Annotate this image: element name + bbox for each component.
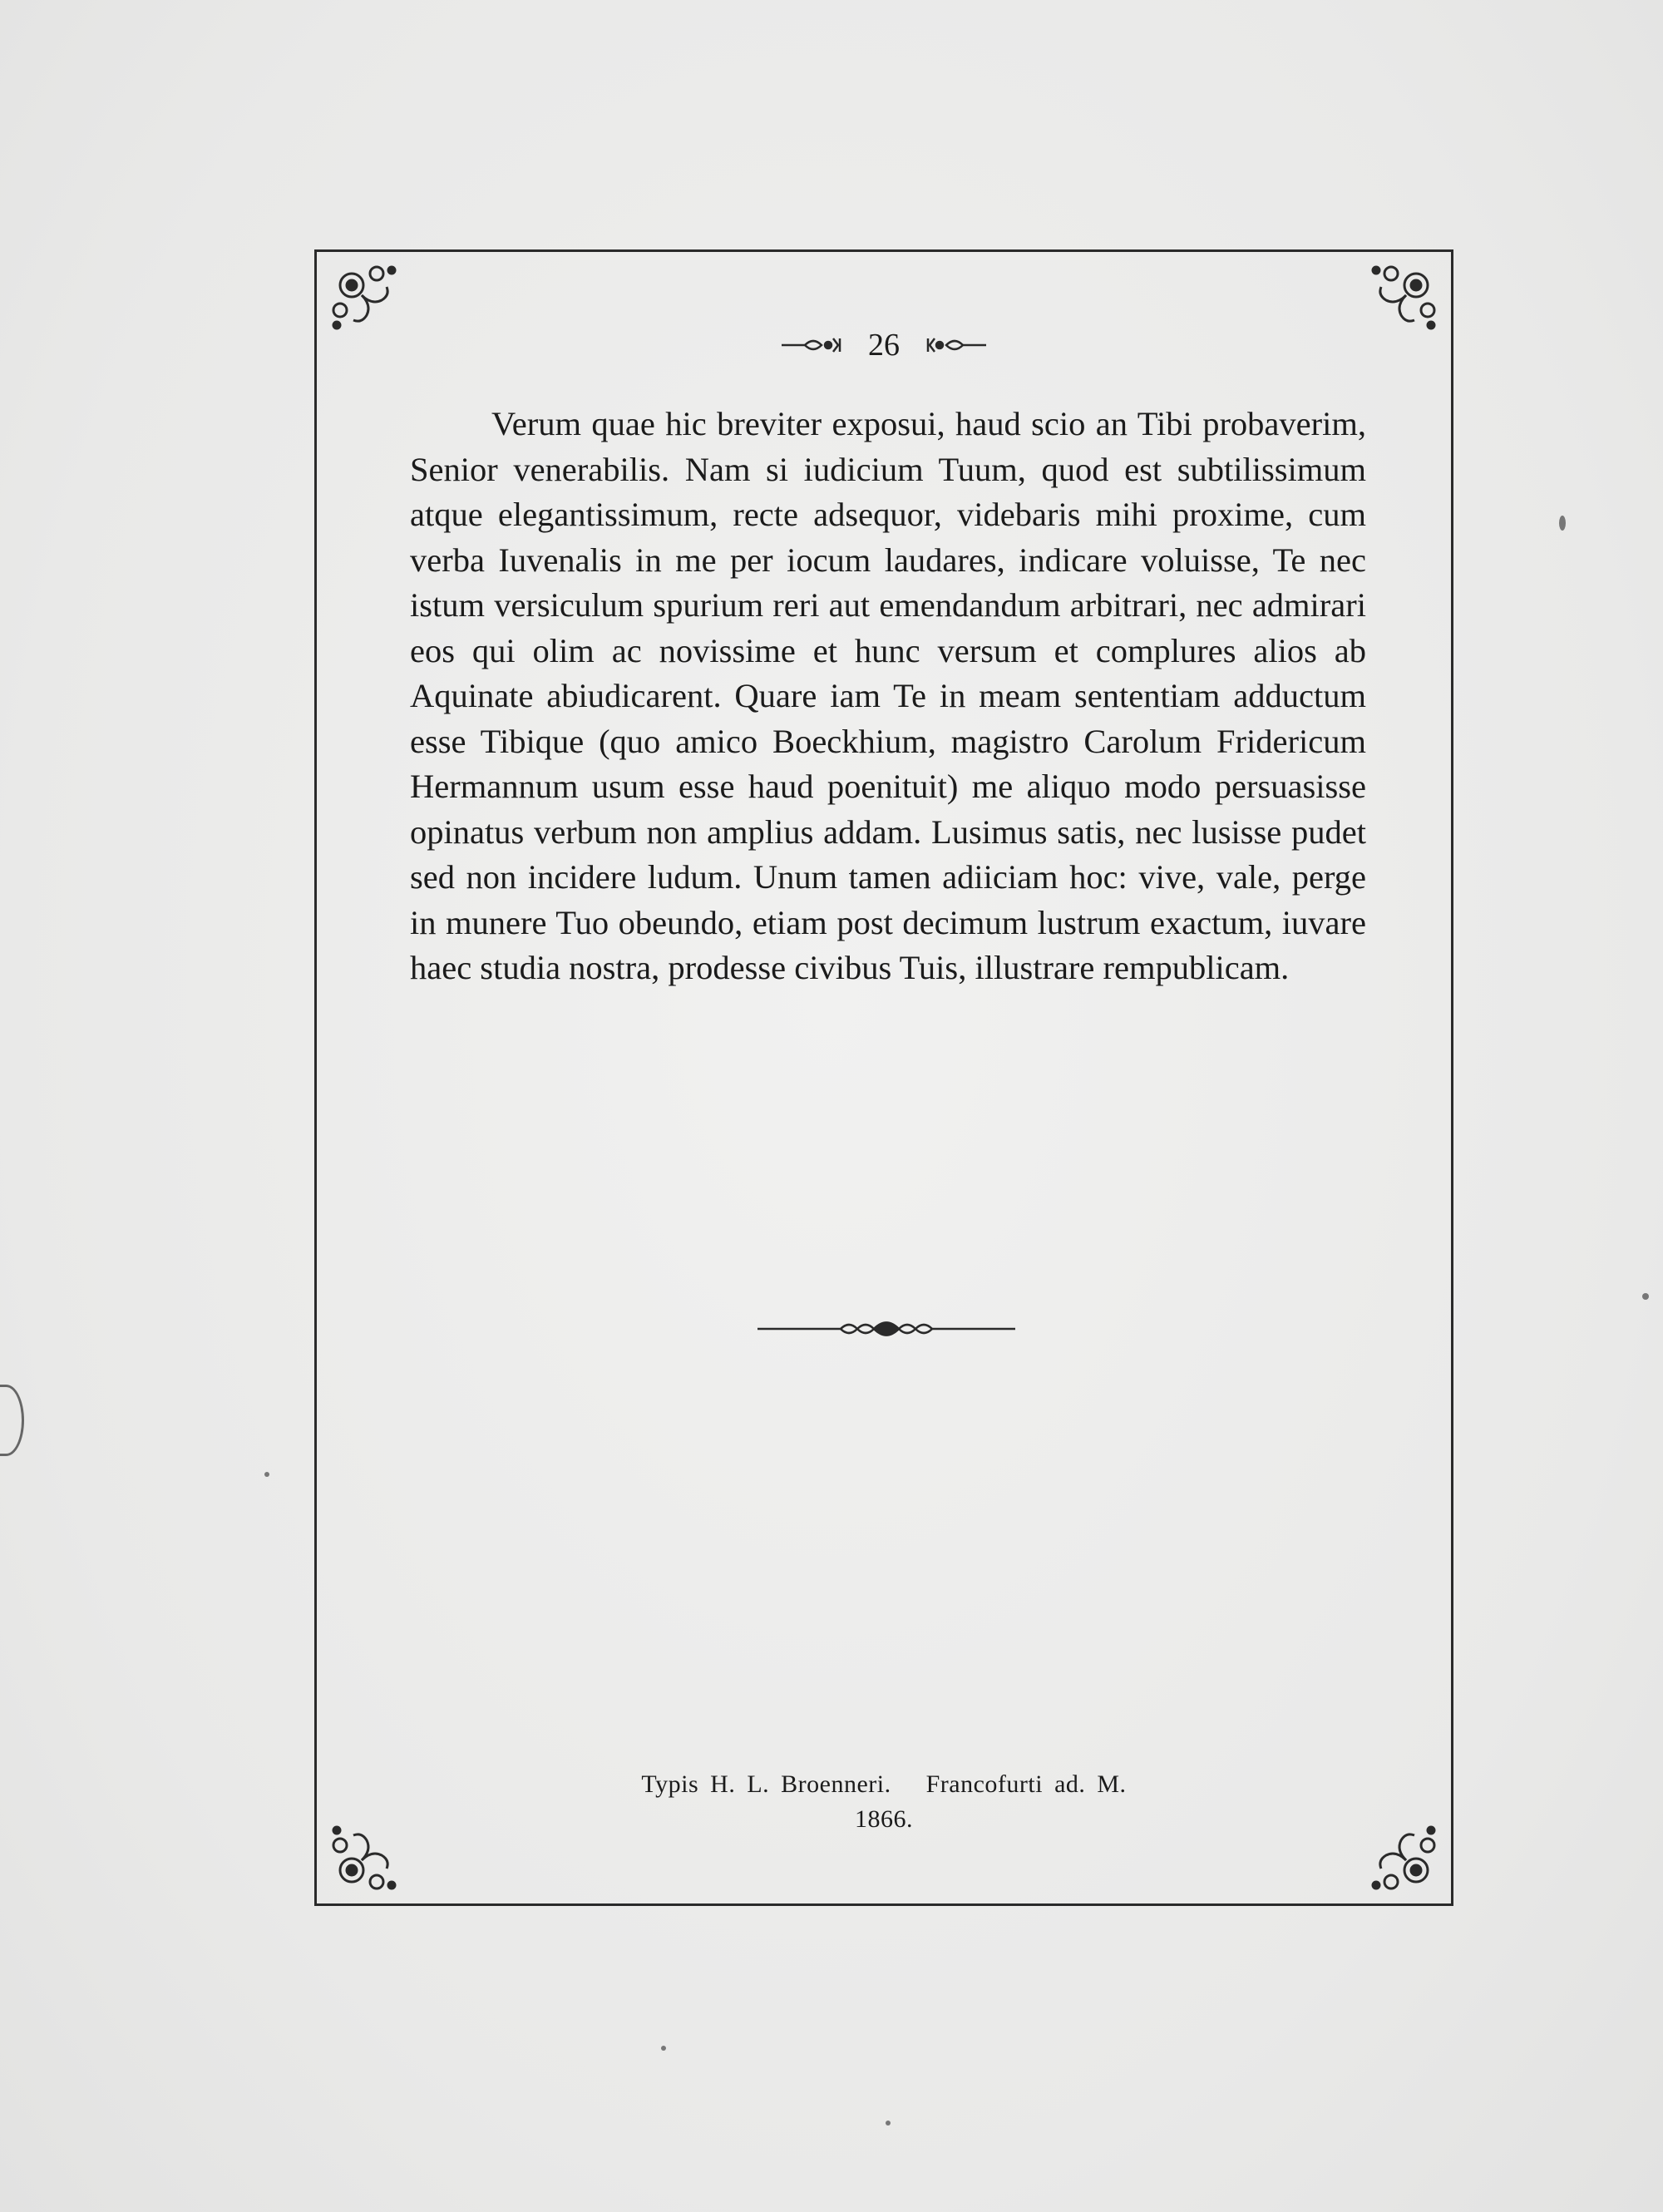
body-text xyxy=(410,402,1366,991)
header-ornament-icon xyxy=(921,335,988,355)
print-year: 1866. xyxy=(855,1805,913,1833)
imprint-line xyxy=(317,1767,1451,1802)
header-ornament-icon xyxy=(780,335,846,355)
scan-speck xyxy=(1642,1293,1649,1300)
page-frame xyxy=(314,249,1453,1906)
printer-name: Typis H. L. Broenneri. xyxy=(641,1770,891,1798)
page-number: 26 xyxy=(868,328,900,363)
scan-speck xyxy=(661,2046,666,2051)
imprint xyxy=(317,1767,1451,1837)
print-place: Francofurti ad. M. xyxy=(925,1770,1127,1798)
paragraph: Verum quae hic breviter exposui, haud scio an Tibi probaverim, Senior venerabilis. Nam si iudicium Tuum, quod est subtilissimum atque elegantissimum, recte adsequor, videbaris mihi proxime, cum verba Iuvenalis in me per iocum laudares, indicare voluisse, Te nec istum versiculum spurium reri aut emendandum arbitrari, nec admirari eos qui olim ac novissime et hunc versum et complures alios ab Aquinate abiudicarent. Quare iam Te in meam sententiam adductum esse Tibique (quo amico Boeckhium, magistro Carolum Fridericum Hermannum usum esse haud poenituit) me aliquo modo persuasisse opinatus verbum non amplius addam. Lusimus satis, nec lusisse pudet sed non incidere ludum. Unum tamen adiiciam hoc: vive, vale, perge in munere Tuo obeundo, etiam post decimum lustrum exactum, iuvare haec studia nostra, prodesse civibus Tuis, illustrare rempublicam. xyxy=(410,405,1366,986)
scan-speck xyxy=(1559,516,1566,531)
scan-speck xyxy=(886,2121,891,2126)
page-header xyxy=(317,327,1451,363)
divider-ornament-icon xyxy=(757,1316,1015,1341)
scan-speck xyxy=(264,1472,269,1477)
